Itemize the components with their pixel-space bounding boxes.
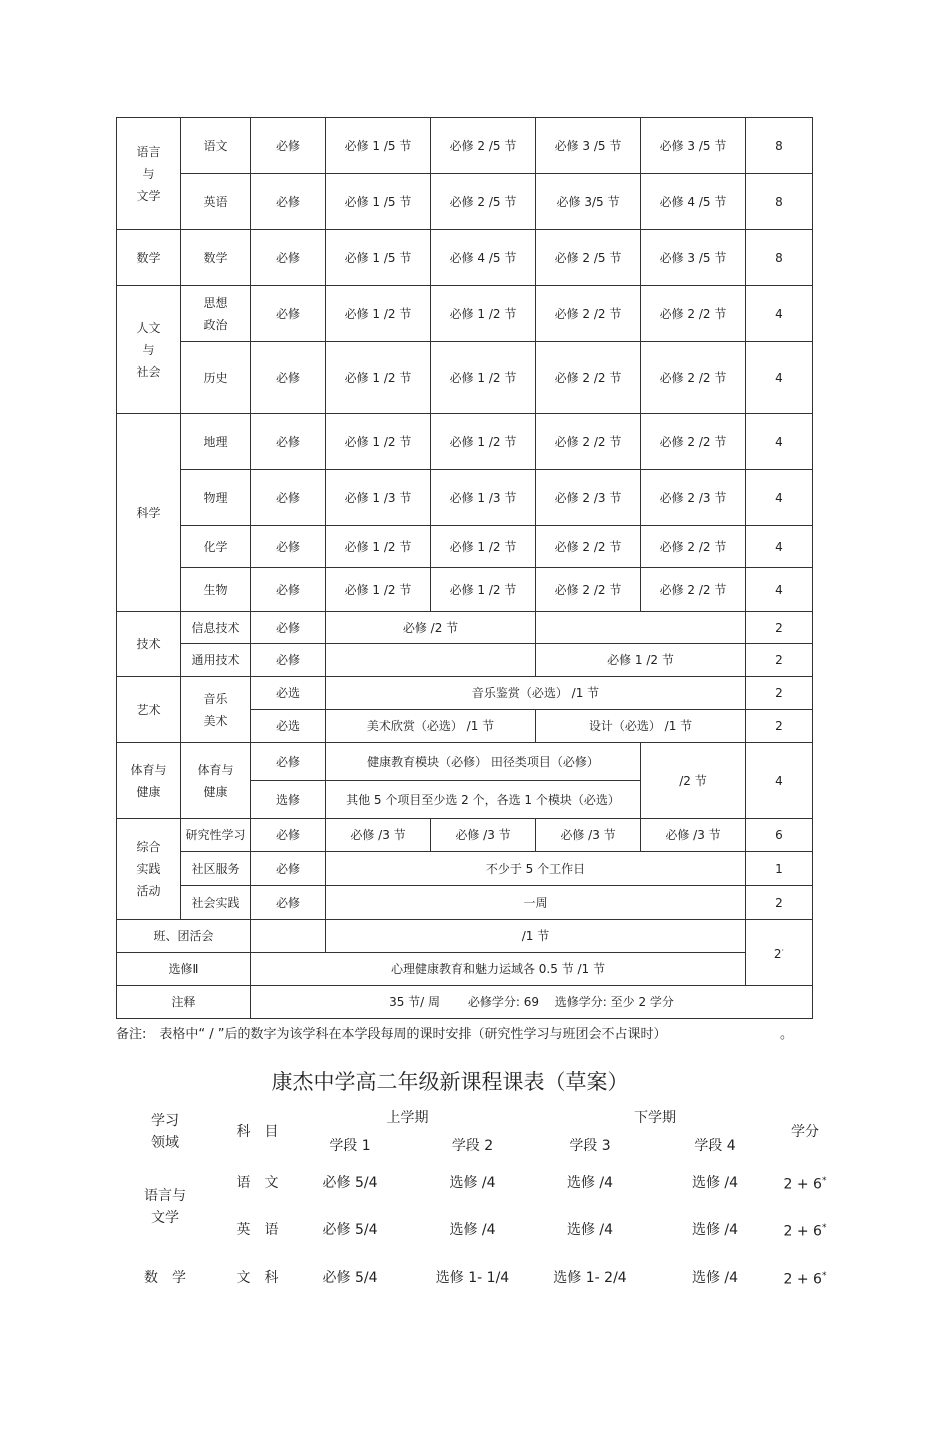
credit-cell: 1: [746, 852, 813, 886]
type-cell: 必选: [251, 677, 326, 710]
period-cell: 美术欣赏（必选） /1 节: [326, 710, 536, 743]
period-cell: 必修 1 /2 节: [326, 286, 431, 342]
area-cell: 数 学: [144, 1270, 186, 1286]
period-cell: 必修 1 /2 节: [326, 342, 431, 414]
area-cell: 体育与 健康: [117, 743, 181, 819]
period-cell: 必修 /3 节: [431, 819, 536, 852]
credit-cell: 4: [746, 526, 813, 568]
period-cell: 其他 5 个项目至少选 2 个，各选 1 个模块（必选）: [326, 781, 641, 819]
credit-cell: 2 + 6*: [783, 1176, 827, 1193]
period-cell: 音乐鉴赏（必选） /1 节: [326, 677, 746, 710]
period-cell: 必修 1 /2 节: [536, 644, 746, 677]
period-cell: 必修 2 /2 节: [536, 286, 641, 342]
area-cell: 语言 与 文学: [117, 118, 181, 230]
period-cell: 健康教育模块（必修） 田径类项目（必修）: [326, 743, 641, 781]
period-cell: 选修 1- 1/4: [435, 1270, 510, 1286]
subject-cell: 思想 政治: [181, 286, 251, 342]
period-cell: 必修 2 /2 节: [641, 526, 746, 568]
subject-cell: 语 文: [236, 1175, 279, 1191]
period-cell: 必修 2 /3 节: [536, 470, 641, 526]
subject-cell: 数学: [181, 230, 251, 286]
period-cell: 必修 2 /2 节: [536, 414, 641, 470]
type-cell: 必修: [251, 644, 326, 677]
period-cell: /1 节: [326, 920, 746, 953]
header-period: 学段 2: [451, 1138, 494, 1154]
header-area: 学习 领域: [151, 1113, 179, 1151]
period-cell: 必修 1 /2 节: [431, 526, 536, 568]
period-cell: 必修 1 /5 节: [326, 118, 431, 174]
credit-cell: 4: [746, 414, 813, 470]
period-cell: 必修 2 /5 节: [431, 174, 536, 230]
period-cell: 必修 /3 节: [326, 819, 431, 852]
subject-cell: 英语: [181, 174, 251, 230]
type-cell: [251, 920, 326, 953]
type-cell: 必修: [251, 414, 326, 470]
type-cell: 必修: [251, 286, 326, 342]
period-cell: 必修 4 /5 节: [431, 230, 536, 286]
period-cell: 必修 1 /2 节: [431, 568, 536, 612]
period-cell: 必修 1 /2 节: [326, 568, 431, 612]
area-cell: 人文 与 社会: [117, 286, 181, 414]
period-cell: 必修 /3 节: [641, 819, 746, 852]
period-cell: 必修 1 /2 节: [431, 342, 536, 414]
type-cell: 必修: [251, 526, 326, 568]
subject-cell: 研究性学习: [181, 819, 251, 852]
credit-cell: 4: [746, 743, 813, 819]
credit-cell: 6: [746, 819, 813, 852]
period-cell: 必修 2 /2 节: [641, 342, 746, 414]
area-cell: 注释: [117, 986, 251, 1019]
subject-cell: 物理: [181, 470, 251, 526]
type-cell: 必修: [251, 819, 326, 852]
type-cell: 必修: [251, 342, 326, 414]
subject-cell: 信息技术: [181, 612, 251, 644]
schedule-table: [100, 1104, 830, 1302]
period-cell: 必修 5/4: [322, 1175, 378, 1191]
subject-cell: 化学: [181, 526, 251, 568]
credit-cell: 4: [746, 470, 813, 526]
subject-cell: 语文: [181, 118, 251, 174]
header-period: 学段 1: [329, 1138, 371, 1154]
period-cell: 必修 2 /5 节: [431, 118, 536, 174]
subject-cell: 社区服务: [181, 852, 251, 886]
type-cell: 必修: [251, 470, 326, 526]
credit-cell: 8: [746, 118, 813, 174]
credit-cell: 4: [746, 568, 813, 612]
period-cell: 必修 3/5 节: [536, 174, 641, 230]
area-cell: 艺术: [117, 677, 181, 743]
type-cell: 必修: [251, 118, 326, 174]
period-cell: 必修 3 /5 节: [641, 118, 746, 174]
period-cell: 必修 4 /5 节: [641, 174, 746, 230]
period-cell: 一周: [326, 886, 746, 920]
subject-cell: 地理: [181, 414, 251, 470]
subject-cell: 音乐 美术: [181, 677, 251, 743]
credit-cell: 2·: [746, 920, 813, 986]
period-cell: /2 节: [641, 743, 746, 819]
period-cell: 选修 /4: [566, 1175, 614, 1191]
period-cell: 选修 1- 2/4: [553, 1270, 627, 1286]
credit-cell: 8: [746, 230, 813, 286]
credit-cell: 2 + 6*: [783, 1271, 827, 1288]
period-cell: 选修 /4: [691, 1270, 739, 1286]
period-cell: 必修 1 /3 节: [326, 470, 431, 526]
header-period: 学段 4: [694, 1138, 736, 1154]
type-cell: 必修: [251, 230, 326, 286]
period-cell: 必修 1 /5 节: [326, 174, 431, 230]
subject-cell: 英 语: [236, 1222, 279, 1238]
page-title: 康杰中学高二年级新课程课表（草案）: [271, 1070, 629, 1094]
period-cell: 必修 2 /2 节: [641, 414, 746, 470]
subject-cell: 通用技术: [181, 644, 251, 677]
type-cell: 必修: [251, 568, 326, 612]
header-semester: 下学期: [634, 1110, 676, 1126]
credit-cell: 4: [746, 342, 813, 414]
header-period: 学段 3: [569, 1138, 611, 1154]
period-cell: [536, 612, 746, 644]
period-cell: 必修 2 /2 节: [536, 526, 641, 568]
period-cell: 必修 5/4: [322, 1270, 378, 1286]
period-cell: 必修 3 /5 节: [536, 118, 641, 174]
period-cell: 必修 2 /2 节: [641, 286, 746, 342]
header-semester: 上学期: [386, 1110, 429, 1126]
subject-cell: 历史: [181, 342, 251, 414]
period-cell: 必修 2 /2 节: [536, 342, 641, 414]
period-cell: 必修 3 /5 节: [641, 230, 746, 286]
header-credit: 学分: [791, 1124, 819, 1140]
summary-cell: 35 节/ 周 必修学分: 69 选修学分: 至少 2 学分: [251, 986, 813, 1019]
period-cell: 必修 2 /2 节: [641, 568, 746, 612]
period-cell: 必修 /2 节: [326, 612, 536, 644]
type-cell: 必修: [251, 174, 326, 230]
period-cell: 选修 /4: [449, 1222, 496, 1238]
area-cell: 班、团活会: [117, 920, 251, 953]
subject-cell: 生物: [181, 568, 251, 612]
credit-cell: 2: [746, 677, 813, 710]
subject-cell: 体育与 健康: [181, 743, 251, 819]
period-cell: [326, 644, 536, 677]
credit-cell: 2 + 6*: [783, 1223, 827, 1240]
period-cell: 选修 /4: [691, 1222, 739, 1238]
period-cell: 必修 1 /3 节: [431, 470, 536, 526]
area-cell: 科学: [117, 414, 181, 612]
type-cell: 必选: [251, 710, 326, 743]
period-cell: 不少于 5 个工作日: [326, 852, 746, 886]
credit-cell: 4: [746, 286, 813, 342]
area-cell: 综合 实践 活动: [117, 819, 181, 920]
area-cell: 技术: [117, 612, 181, 677]
area-cell: 选修Ⅱ: [117, 953, 251, 986]
period-cell: 必修 2 /5 节: [536, 230, 641, 286]
area-cell: 数学: [117, 230, 181, 286]
period-cell: 心理健康教育和魅力运域各 0.5 节 /1 节: [251, 953, 746, 986]
subject-cell: 社会实践: [181, 886, 251, 920]
header-subject: 科 目: [236, 1124, 279, 1140]
area-cell: 语言与 文学: [144, 1188, 186, 1226]
credit-cell: 2: [746, 710, 813, 743]
type-cell: 选修: [251, 781, 326, 819]
type-cell: 必修: [251, 743, 326, 781]
type-cell: 必修: [251, 612, 326, 644]
period-cell: 必修 1 /2 节: [326, 414, 431, 470]
subject-cell: 文 科: [236, 1270, 279, 1286]
credit-cell: 8: [746, 174, 813, 230]
period-cell: 必修 2 /3 节: [641, 470, 746, 526]
credit-cell: 2: [746, 612, 813, 644]
period-cell: 选修 /4: [691, 1175, 739, 1191]
type-cell: 必修: [251, 852, 326, 886]
period-cell: 选修 /4: [566, 1222, 614, 1238]
credit-cell: 2: [746, 886, 813, 920]
remark-text: 备注: 表格中“ / ”后的数字为该学科在本学段每周的课时安排（研究性学习与班团会不占课时）: [116, 1027, 667, 1042]
period-cell: 必修 1 /2 节: [431, 286, 536, 342]
period-cell: 设计（必选） /1 节: [536, 710, 746, 743]
remark-end-mark: 。: [780, 1027, 794, 1042]
remark: [116, 1023, 794, 1042]
period-cell: 必修 1 /5 节: [326, 230, 431, 286]
period-cell: 必修 /3 节: [536, 819, 641, 852]
course-table: [116, 117, 813, 1019]
period-cell: 必修 1 /2 节: [431, 414, 536, 470]
period-cell: 必修 1 /2 节: [326, 526, 431, 568]
type-cell: 必修: [251, 886, 326, 920]
credit-cell: 2: [746, 644, 813, 677]
period-cell: 必修 2 /2 节: [536, 568, 641, 612]
period-cell: 选修 /4: [449, 1175, 496, 1191]
period-cell: 必修 5/4: [322, 1222, 378, 1238]
